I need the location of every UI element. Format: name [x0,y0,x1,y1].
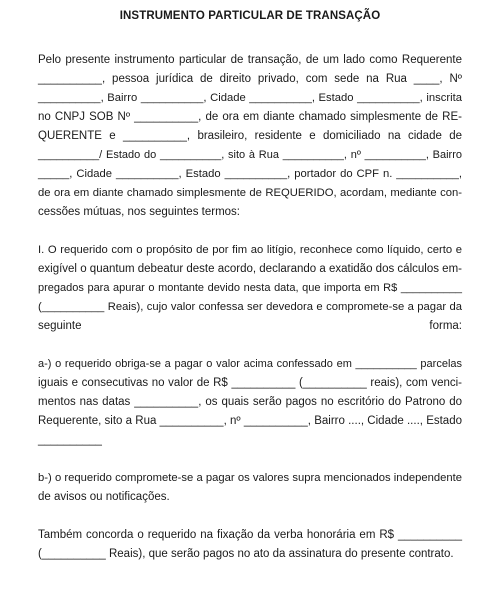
text-line: de ora em diante chamado simplesmente de REQUERIDO, acordam, mediante con- [38,187,462,199]
text-line: mentos nas datas __________, os quais serão pagos no escritório do Patrono do [38,396,462,408]
text-line: __________, pessoa jurídica de direito privado, com sede na Rua ____, Nº [38,73,462,85]
document-title: INSTRUMENTO PARTICULAR DE TRANSAÇÃO [119,10,381,22]
text-line: exigível o quantum debeatur deste acordo, declarando a exatidão dos cálculos em- [38,263,462,275]
text-line: __________, Bairro __________, Cidade __________, Estado __________, inscrita [38,92,462,104]
text-line: seguinte forma: [38,320,462,332]
text-line: pregados para apurar o montante devido nesta data, que importa em R$ __________ [38,282,462,294]
text-line: __________ [38,434,102,446]
text-line: __________/ Estado do __________, sito à Rua __________, nº __________, Bairro [38,149,462,161]
text-line: no CNPJ SOB Nº __________, de ora em diante chamado simplesmente de RE- [38,111,462,123]
text-line: Requerente, sito a Rua __________, nº __________, Bairro ...., Cidade ...., Estado [38,415,462,427]
text-line: iguais e consecutivas no valor de R$ __________ (__________ reais), com venci- [38,377,462,389]
text-line: a-) o requerido obriga-se a pagar o valor acima confessado em __________ parcelas [38,358,462,370]
text-line: _____, Cidade __________, Estado __________, portador do CPF n. __________, [38,168,462,180]
text-line: (__________ Reais), cujo valor confessa ser devedora e compromete-se a pagar da [38,301,462,313]
text-line: I. O requerido com o propósito de por fim ao litígio, reconhece como líquido, certo e [38,244,462,256]
text-line: b-) o requerido compromete-se a pagar os valores supra mencionados independente [38,472,462,484]
text-line: Pelo presente instrumento particular de transação, de um lado como Requerente [38,54,462,66]
text-line: QUERENTE e __________, brasileiro, residente e domiciliado na cidade de [38,130,462,142]
text-line: Também concorda o requerido na fixação da verba honorária em R$ __________ [38,529,462,541]
text-line: cessões mútuas, nos seguintes termos: [38,206,240,218]
text-line: de avisos ou notificações. [38,491,170,503]
text-line: (__________ Reais), que serão pagos no ato da assinatura do presente contrato. [38,548,454,560]
